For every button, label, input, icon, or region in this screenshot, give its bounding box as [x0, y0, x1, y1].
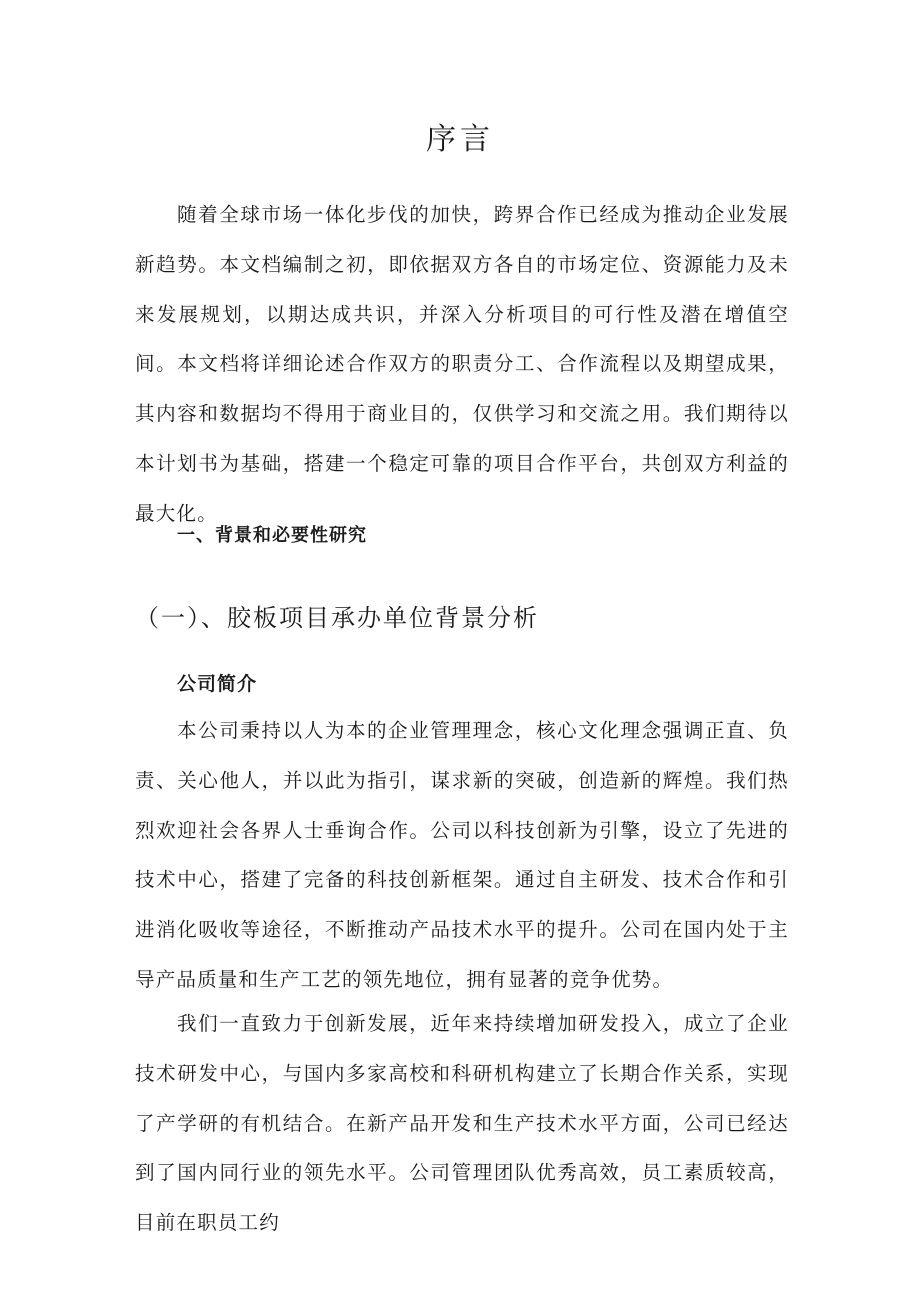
subsection-heading: （一）、胶板项目承办单位背景分析	[135, 604, 539, 632]
company-paragraph-1: 本公司秉持以人为本的企业管理理念，核心文化理念强调正直、负责、关心他人，并以此为指引，谋求新的突破，创造新的辉煌。我们热烈欢迎社会各界人士垂询合作。公司以科技创新为引擎，设立了先进的技术中心，搭建了完备的科技创新框架。通过自主研发、技术合作和引进消化吸收等途径，不断推动产品技术水平的提升。公司在国内处于主导产品质量和生产工艺的领先地位，拥有显著的竞争优势。	[135, 719, 789, 991]
company-paragraph-2: 我们一直致力于创新发展，近年来持续增加研发投入，成立了企业技术研发中心，与国内多家高校和科研机构建立了长期合作关系，实现了产学研的有机结合。在新产品开发和生产技术水平方面，公司已经达到了国内同行业的领先水平。公司管理团队优秀高效，员工素质较高，目前在职员工约	[135, 1012, 789, 1235]
company-intro-heading: 公司简介	[177, 673, 258, 695]
preface-paragraph: 随着全球市场一体化步伐的加快，跨界合作已经成为推动企业发展新趋势。本文档编制之初，即依据双方各自的市场定位、资源能力及未来发展规划，以期达成共识，并深入分析项目的可行性及潜在增值空间。本文档将详细论述合作双方的职责分工、合作流程以及期望成果，其内容和数据均不得用于商业目的，仅供学习和交流之用。我们期待以本计划书为基础，搭建一个稳定可靠的项目合作平台，共创双方利益的最大化。	[135, 203, 789, 525]
section-heading: 一、背景和必要性研究	[177, 525, 367, 546]
document-title: 序言	[426, 122, 494, 157]
